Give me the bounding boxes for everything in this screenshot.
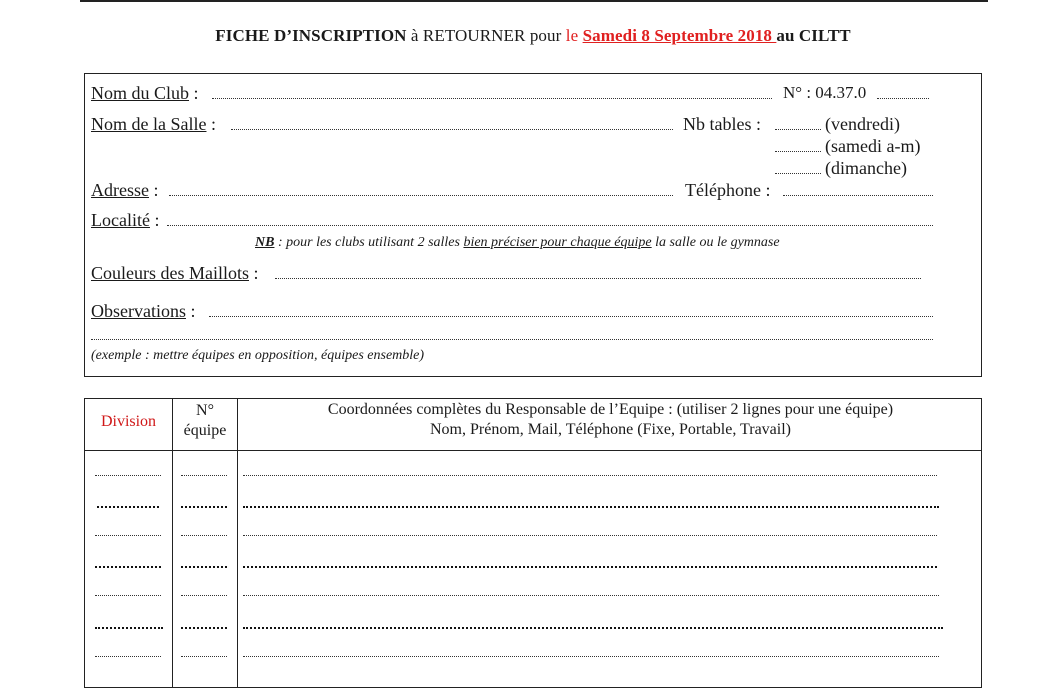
title-ciltt: au CILTT (776, 26, 851, 45)
col-divider-1 (172, 399, 173, 687)
form-title (0, 26, 1058, 46)
row-division-field[interactable] (95, 654, 161, 657)
dimanche-label: (dimanche) (825, 158, 907, 178)
col-divider-2 (237, 399, 238, 687)
header-coordonnees: Coordonnées complètes du Responsable de l’Equipe : (utiliser 2 lignes pour une équipe) Nom, Prénom, Mail, Téléphone (Fixe, Portable, Travail) (327, 401, 894, 438)
teams-table (84, 398, 982, 688)
observations-field-2[interactable] (91, 337, 933, 340)
row-coord-field[interactable] (243, 654, 939, 657)
couleurs-field[interactable] (275, 276, 921, 279)
localite-label: Localité : (91, 210, 160, 230)
nb-note: NB : pour les clubs utilisant 2 salles bien préciser pour chaque équipe la salle ou le gymnase (255, 235, 780, 250)
row-numero-field[interactable] (181, 473, 227, 476)
row-division-field[interactable] (95, 625, 163, 629)
title-retourner: à RETOURNER pour (406, 26, 566, 45)
nom-salle-label: Nom de la Salle : (91, 114, 216, 134)
row-division-field[interactable] (97, 504, 159, 508)
row-numero-field[interactable] (181, 593, 227, 596)
title-fiche: FICHE D’INSCRIPTION (215, 26, 407, 45)
row-coord-field[interactable] (243, 533, 937, 536)
row-coord-field[interactable] (243, 625, 943, 629)
nom-club-label: Nom du Club : (91, 83, 199, 103)
observations-label: Observations : (91, 301, 196, 321)
row-division-field[interactable] (95, 533, 161, 536)
couleurs-label: Couleurs des Maillots : (91, 263, 259, 283)
row-division-field[interactable] (95, 593, 161, 596)
nom-salle-field[interactable] (231, 127, 673, 130)
row-coord-field[interactable] (243, 593, 939, 596)
row-numero-field[interactable] (181, 654, 227, 657)
vendredi-label: (vendredi) (825, 114, 900, 134)
row-division-field[interactable] (95, 564, 161, 568)
nb-tables-vendredi-field[interactable] (775, 127, 821, 130)
title-date: Samedi 8 Septembre 2018 (582, 26, 777, 45)
row-numero-field[interactable] (181, 533, 227, 536)
row-coord-field[interactable] (243, 473, 937, 476)
numero-club-label: N° : 04.37.0 (783, 83, 867, 102)
telephone-field[interactable] (783, 193, 933, 196)
row-coord-field[interactable] (243, 504, 939, 508)
nom-club-field[interactable] (212, 96, 772, 99)
numero-club-field[interactable] (877, 96, 929, 99)
club-info-box (84, 73, 982, 377)
title-le: le (565, 26, 583, 45)
header-division: Division (100, 413, 157, 430)
header-divider (85, 450, 981, 451)
top-rule (80, 0, 988, 2)
nb-tables-label: Nb tables : (683, 114, 761, 134)
nb-tables-samedi-field[interactable] (775, 149, 821, 152)
observations-field-1[interactable] (209, 314, 933, 317)
exemple-note: (exemple : mettre équipes en opposition, équipes ensemble) (91, 348, 425, 363)
telephone-label: Téléphone : (685, 180, 771, 200)
row-division-field[interactable] (95, 473, 161, 476)
adresse-field[interactable] (169, 193, 673, 196)
header-numero: N° équipe (183, 402, 227, 439)
row-numero-field[interactable] (181, 625, 227, 629)
row-numero-field[interactable] (181, 564, 227, 568)
adresse-label: Adresse : (91, 180, 159, 200)
samedi-label: (samedi a-m) (825, 136, 921, 156)
row-numero-field[interactable] (181, 504, 227, 508)
row-coord-field[interactable] (243, 564, 937, 568)
nb-tables-dimanche-field[interactable] (775, 171, 821, 174)
localite-field[interactable] (167, 223, 933, 226)
